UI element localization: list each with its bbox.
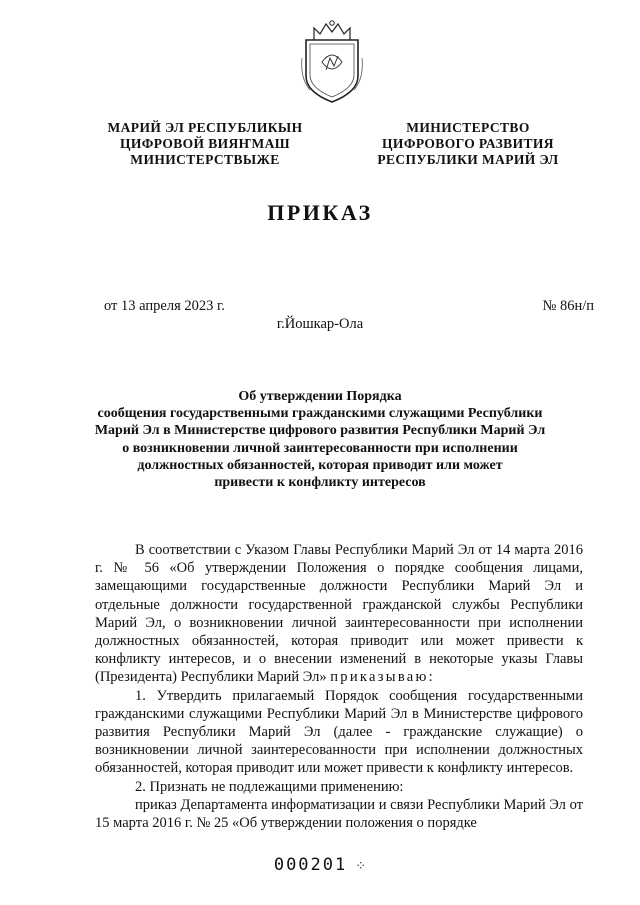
serial-mark-icon: ⁘ (355, 859, 367, 874)
document-number: № 86н/п (542, 298, 594, 314)
body-paragraph-preamble (95, 541, 583, 687)
directive-word: приказываю: (330, 669, 435, 686)
header-left-line: ЦИФРОВОЙ ВИЯҤМАШ (119, 136, 291, 151)
subject-line: сообщения государственными гражданскими служащими Республики (97, 406, 543, 422)
serial-digits: 000201 (273, 855, 348, 875)
header-marii-name (100, 120, 310, 168)
header-right-line: РЕСПУБЛИКИ МАРИЙ ЭЛ (377, 152, 559, 167)
subject-line: о возникновении личной заинтересованности при исполнении (122, 440, 518, 456)
preamble-text: В соответствии с Указом Главы Республики Марий Эл от 14 марта 2016 г. № 56 «Об утверждении Положения о порядке сообщения лицами, замещающими государственные должности Республики Марий Эл и отдельные должности государственной гражданской службы Республики Марий Эл, о возникновении личной заинтересованности при исполнении должностных обязанностей, которая приводит или может привести к конфликту интересов, и о внесении изменений в некоторые указы Главы (Президента) Республики Марий Эл» (95, 542, 583, 686)
document-title: ПРИКАЗ (267, 200, 373, 225)
subject-line: Об утверждении Порядка (238, 389, 402, 404)
coat-of-arms-emblem (300, 18, 364, 104)
subject-line: привести к конфликту интересов (214, 475, 426, 491)
body-paragraph-item-1: 1. Утвердить прилагаемый Порядок сообщения государственными гражданскими служащими Республики Марий Эл в Министерстве цифрового развития Республики Марий Эл (далее - гражданские служащие) о возникновении личной заинтересованности при исполнении должностных обязанностей, которая приводит или может привести к конфликту интересов. (95, 687, 583, 777)
document-subject (60, 388, 580, 491)
header-right-line: МИНИСТЕРСТВО (406, 120, 530, 135)
document-date: от 13 апреля 2023 г. (104, 298, 225, 314)
subject-line: Марий Эл в Министерстве цифрового развития Республики Марий Эл (94, 423, 546, 439)
header-left-line: МАРИЙ ЭЛ РЕСПУБЛИКЫН (107, 120, 303, 135)
header-left-line: МИНИСТЕРСТВЫЖЕ (130, 152, 280, 167)
subject-line: должностных обязанностей, которая приводит или может (137, 457, 503, 473)
body-paragraph-item-2: 2. Признать не подлежащими применению: (135, 778, 404, 795)
header-right-line: ЦИФРОВОГО РАЗВИТИЯ (382, 136, 554, 151)
header-russian-name (363, 120, 573, 168)
document-city: г.Йошкар-Ола (276, 316, 364, 332)
body-paragraph-order: приказ Департамента информатизации и связи Республики Марий Эл от 15 марта 2016 г. № 25 «Об утверждении положения о порядке (95, 796, 583, 832)
document-body (95, 541, 583, 832)
serial-number (0, 855, 640, 875)
